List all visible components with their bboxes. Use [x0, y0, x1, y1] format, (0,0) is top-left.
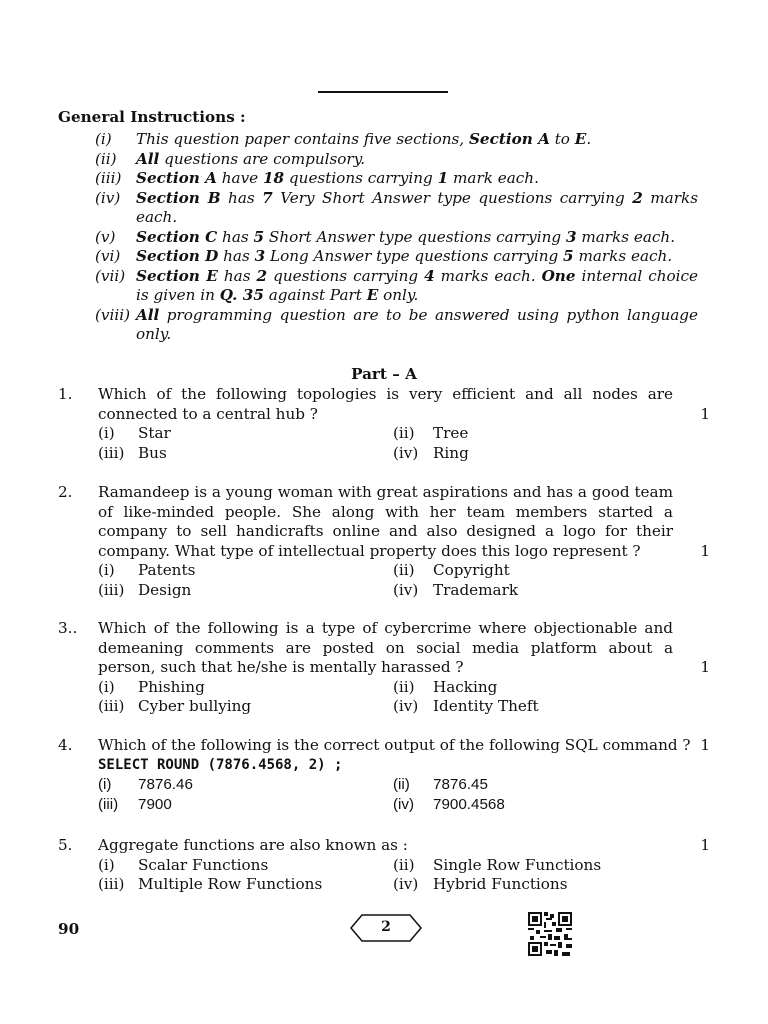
instruction-item — [58, 130, 698, 150]
option: (iii) Cyber bullying — [98, 697, 252, 715]
options — [98, 775, 710, 814]
option: (iv) Ring — [393, 443, 469, 462]
question-text: Which of the following topologies is very efficient and all nodes are connected to a central hub ? — [98, 385, 673, 423]
option: (i) 7876.46 — [98, 776, 193, 793]
top-rule — [318, 91, 448, 93]
options — [98, 678, 710, 717]
question-text: Aggregate functions are also known as : — [98, 836, 408, 854]
question-number: 1. — [58, 385, 73, 403]
option: (ii) 7876.45 — [393, 776, 488, 793]
instruction-number: (vi) — [95, 247, 121, 265]
option: (iv) 7900.4568 — [393, 795, 505, 813]
instruction-text: Section C has 5 Short Answer type questions carrying 3 marks each. — [136, 227, 676, 246]
option: (i) Phishing — [98, 677, 205, 696]
instruction-number: (v) — [95, 227, 116, 246]
instruction-text: All programming question are to be answered using python language only. — [136, 305, 698, 343]
option: (ii) Hacking — [393, 677, 498, 696]
page-number: 2 — [381, 919, 391, 935]
option: (ii) Copyright — [393, 561, 510, 579]
option: (iii) Multiple Row Functions — [98, 875, 323, 893]
option: (i) Patents — [98, 561, 196, 579]
instruction-text: Section D has 3 Long Answer type questions carrying 5 marks each. — [136, 247, 673, 265]
instructions-list — [58, 130, 698, 345]
instruction-number: (iv) — [95, 188, 121, 207]
option: (iv) Trademark — [393, 580, 519, 599]
instruction-number: (i) — [95, 130, 112, 148]
option: (ii) Tree — [393, 424, 469, 442]
question-2 — [58, 483, 710, 600]
question-text: Which of the following is a type of cybercrime where objectionable and demeaning comments are posted on social media platform about a person, such that he/she is mentally harassed ? — [98, 619, 673, 676]
options — [98, 424, 710, 463]
instruction-number: (vii) — [95, 266, 126, 285]
option: (iii) Bus — [98, 443, 167, 462]
question-4 — [58, 736, 710, 814]
option: (iv) Hybrid Functions — [393, 875, 568, 893]
instruction-item — [58, 150, 698, 170]
question-marks: 1 — [700, 541, 710, 560]
question-5 — [58, 836, 710, 895]
question-text: Ramandeep is a young woman with great aspirations and has a good team of like-minded people. She along with her team members started a company to sell handicrafts online and also designed a logo for their company. What type of intellectual property does this logo represent ? — [98, 483, 673, 560]
instruction-text: Section E has 2 questions carrying 4 marks each. One internal choice is given in Q. 35 against Part E only. — [136, 266, 698, 304]
instruction-number: (iii) — [95, 169, 122, 187]
qr-code-icon — [528, 912, 572, 956]
page-number-badge — [350, 913, 422, 943]
question-number: 3.. — [58, 619, 78, 637]
instruction-text: Section A have 18 questions carrying 1 mark each. — [136, 169, 539, 187]
question-number: 2. — [58, 483, 73, 501]
option: (i) Star — [98, 424, 171, 442]
instruction-number: (viii) — [95, 305, 131, 324]
instruction-text: Section B has 7 Very Short Answer type questions carrying 2 marks each. — [136, 188, 698, 226]
question-number: 5. — [58, 836, 73, 854]
instruction-item — [58, 228, 698, 248]
options — [98, 561, 710, 600]
question-number: 4. — [58, 736, 73, 754]
instruction-text: This question paper contains five sections, Section A to E. — [136, 130, 592, 148]
option: (iii) Design — [98, 580, 192, 599]
instruction-text: All questions are compulsory. — [136, 149, 366, 168]
question-marks: 1 — [700, 736, 710, 754]
paper-code: 90 — [58, 920, 80, 938]
question-marks: 1 — [700, 658, 710, 676]
option: (ii) Single Row Functions — [393, 855, 602, 874]
instruction-item — [58, 189, 698, 228]
sql-command: SELECT ROUND (7876.4568, 2) ; — [98, 756, 343, 773]
instruction-item — [58, 306, 698, 345]
general-instructions-title: General Instructions : — [58, 108, 246, 126]
question-marks: 1 — [700, 836, 710, 854]
option: (iv) Identity Theft — [393, 697, 539, 715]
instruction-item — [58, 247, 698, 267]
options — [98, 856, 710, 895]
instruction-number: (ii) — [95, 149, 117, 168]
question-marks: 1 — [700, 404, 710, 423]
option: (iii) 7900 — [98, 795, 172, 813]
instruction-item — [58, 169, 698, 189]
part-title: Part – A — [351, 365, 417, 383]
instruction-item — [58, 267, 698, 306]
question-text: Which of the following is the correct output of the following SQL command ? — [98, 736, 691, 754]
option: (i) Scalar Functions — [98, 855, 269, 874]
question-3 — [58, 619, 710, 717]
question-1 — [58, 385, 710, 463]
